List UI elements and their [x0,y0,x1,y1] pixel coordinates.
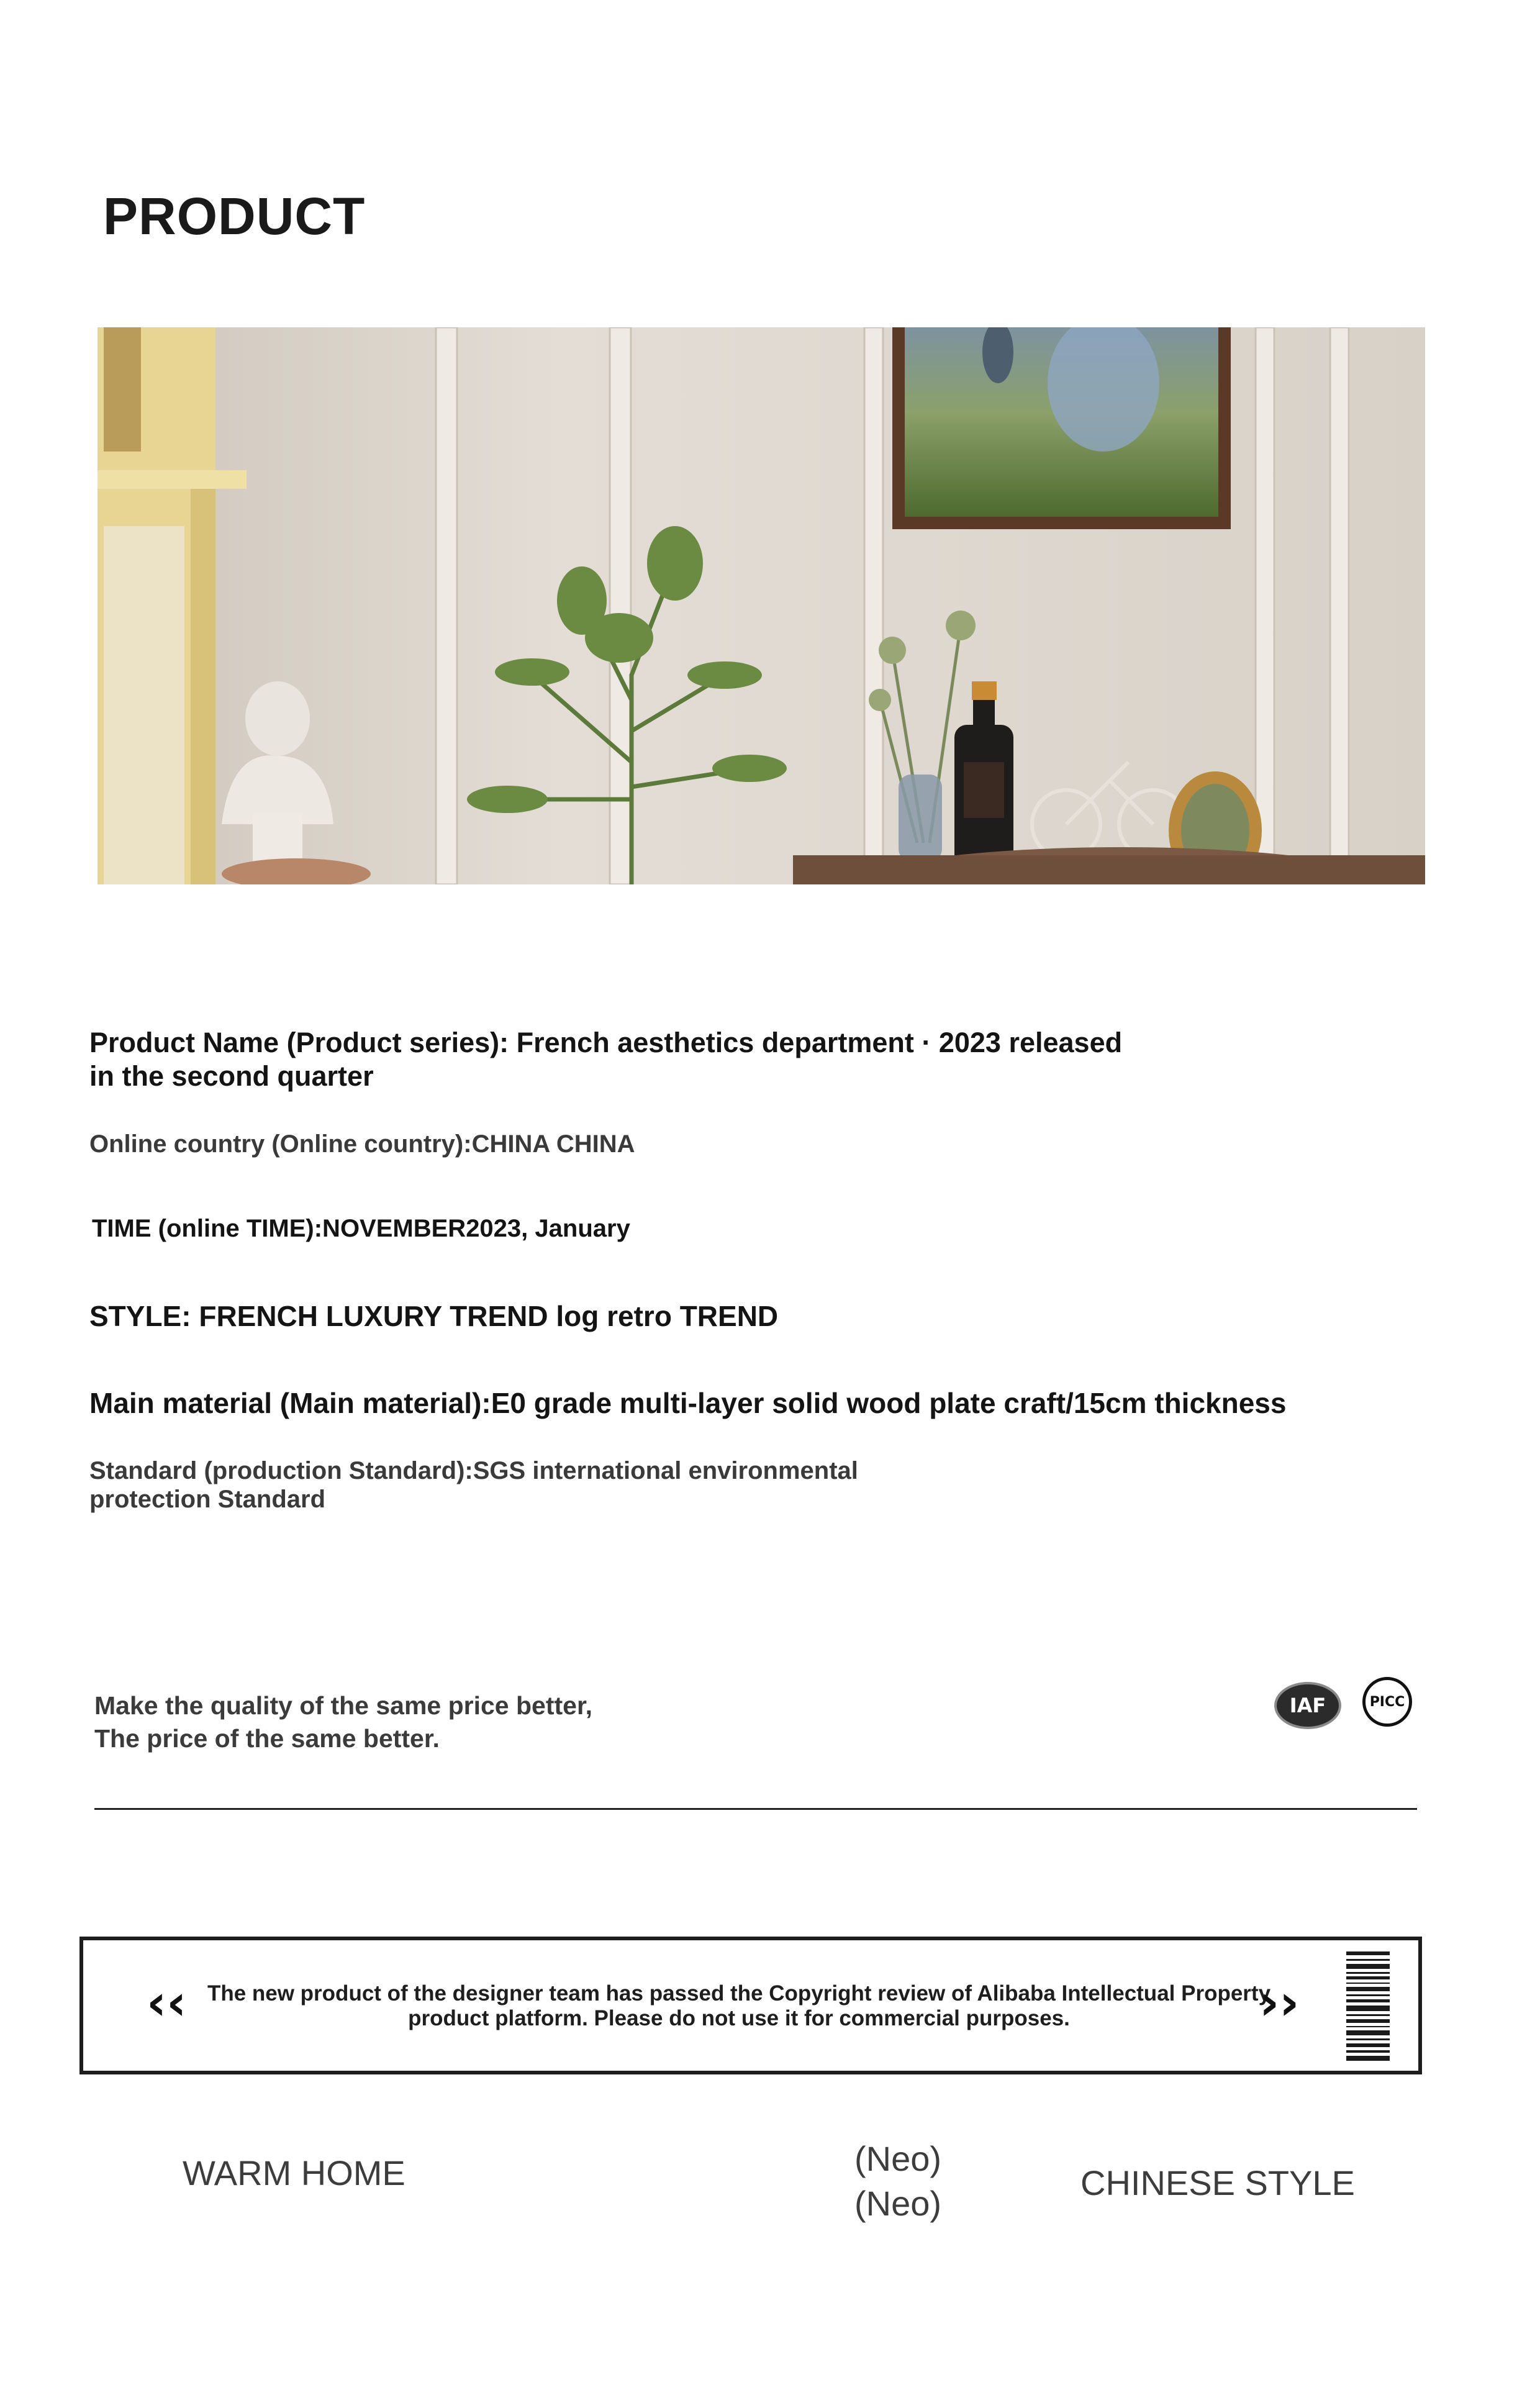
spec-standard-line2: protection Standard [89,1486,326,1513]
footer-chinese-style: CHINESE STYLE [1080,2163,1355,2202]
spec-style: STYLE: FRENCH LUXURY TREND log retro TREND [89,1300,779,1332]
spec-product-name-line2: in the second quarter [89,1060,374,1092]
spec-material: Main material (Main material):E0 grade multi-layer solid wood plate craft/15cm thickness [89,1387,1287,1419]
spec-product-name [89,1026,1122,1093]
spec-standard [89,1456,858,1514]
footer-warm-home: WARM HOME [183,2153,405,2192]
open-quote-icon: ‹‹ [147,1975,187,2031]
iaf-badge-icon [1274,1682,1341,1729]
picc-badge-label: PICC [1369,1694,1405,1710]
slogan-line2: The price of the same better. [94,1724,440,1753]
close-quote-icon: ›› [1259,1975,1300,2031]
slogan [94,1689,592,1755]
divider-line [94,1808,1417,1810]
spec-product-name-line1: Product Name (Product series): French aesthetics department · 2023 released [89,1027,1123,1058]
product-photo [97,327,1425,884]
footer-neo-line1: (Neo) [854,2139,942,2178]
footer-neo-line2: (Neo) [854,2184,942,2223]
page-heading: PRODUCT [103,187,366,245]
spec-standard-line1: Standard (production Standard):SGS international environmental [89,1457,858,1484]
copyright-notice-line1: The new product of the designer team has passed the Copyright review of Alibaba Intellectual Property [207,1981,1271,2006]
footer-neo [854,2137,941,2226]
spec-country: Online country (Online country):CHINA CHINA [89,1130,635,1158]
picc-badge-icon [1362,1677,1412,1727]
copyright-notice-text [205,1981,1273,2031]
copyright-notice-line2: product platform. Please do not use it for commercial purposes. [408,2006,1070,2030]
slogan-line1: Make the quality of the same price better, [94,1691,593,1720]
spec-time: TIME (online TIME):NOVEMBER2023, January [92,1215,630,1242]
barcode-icon [1346,1951,1390,2065]
iaf-badge-label: IAF [1289,1694,1326,1717]
